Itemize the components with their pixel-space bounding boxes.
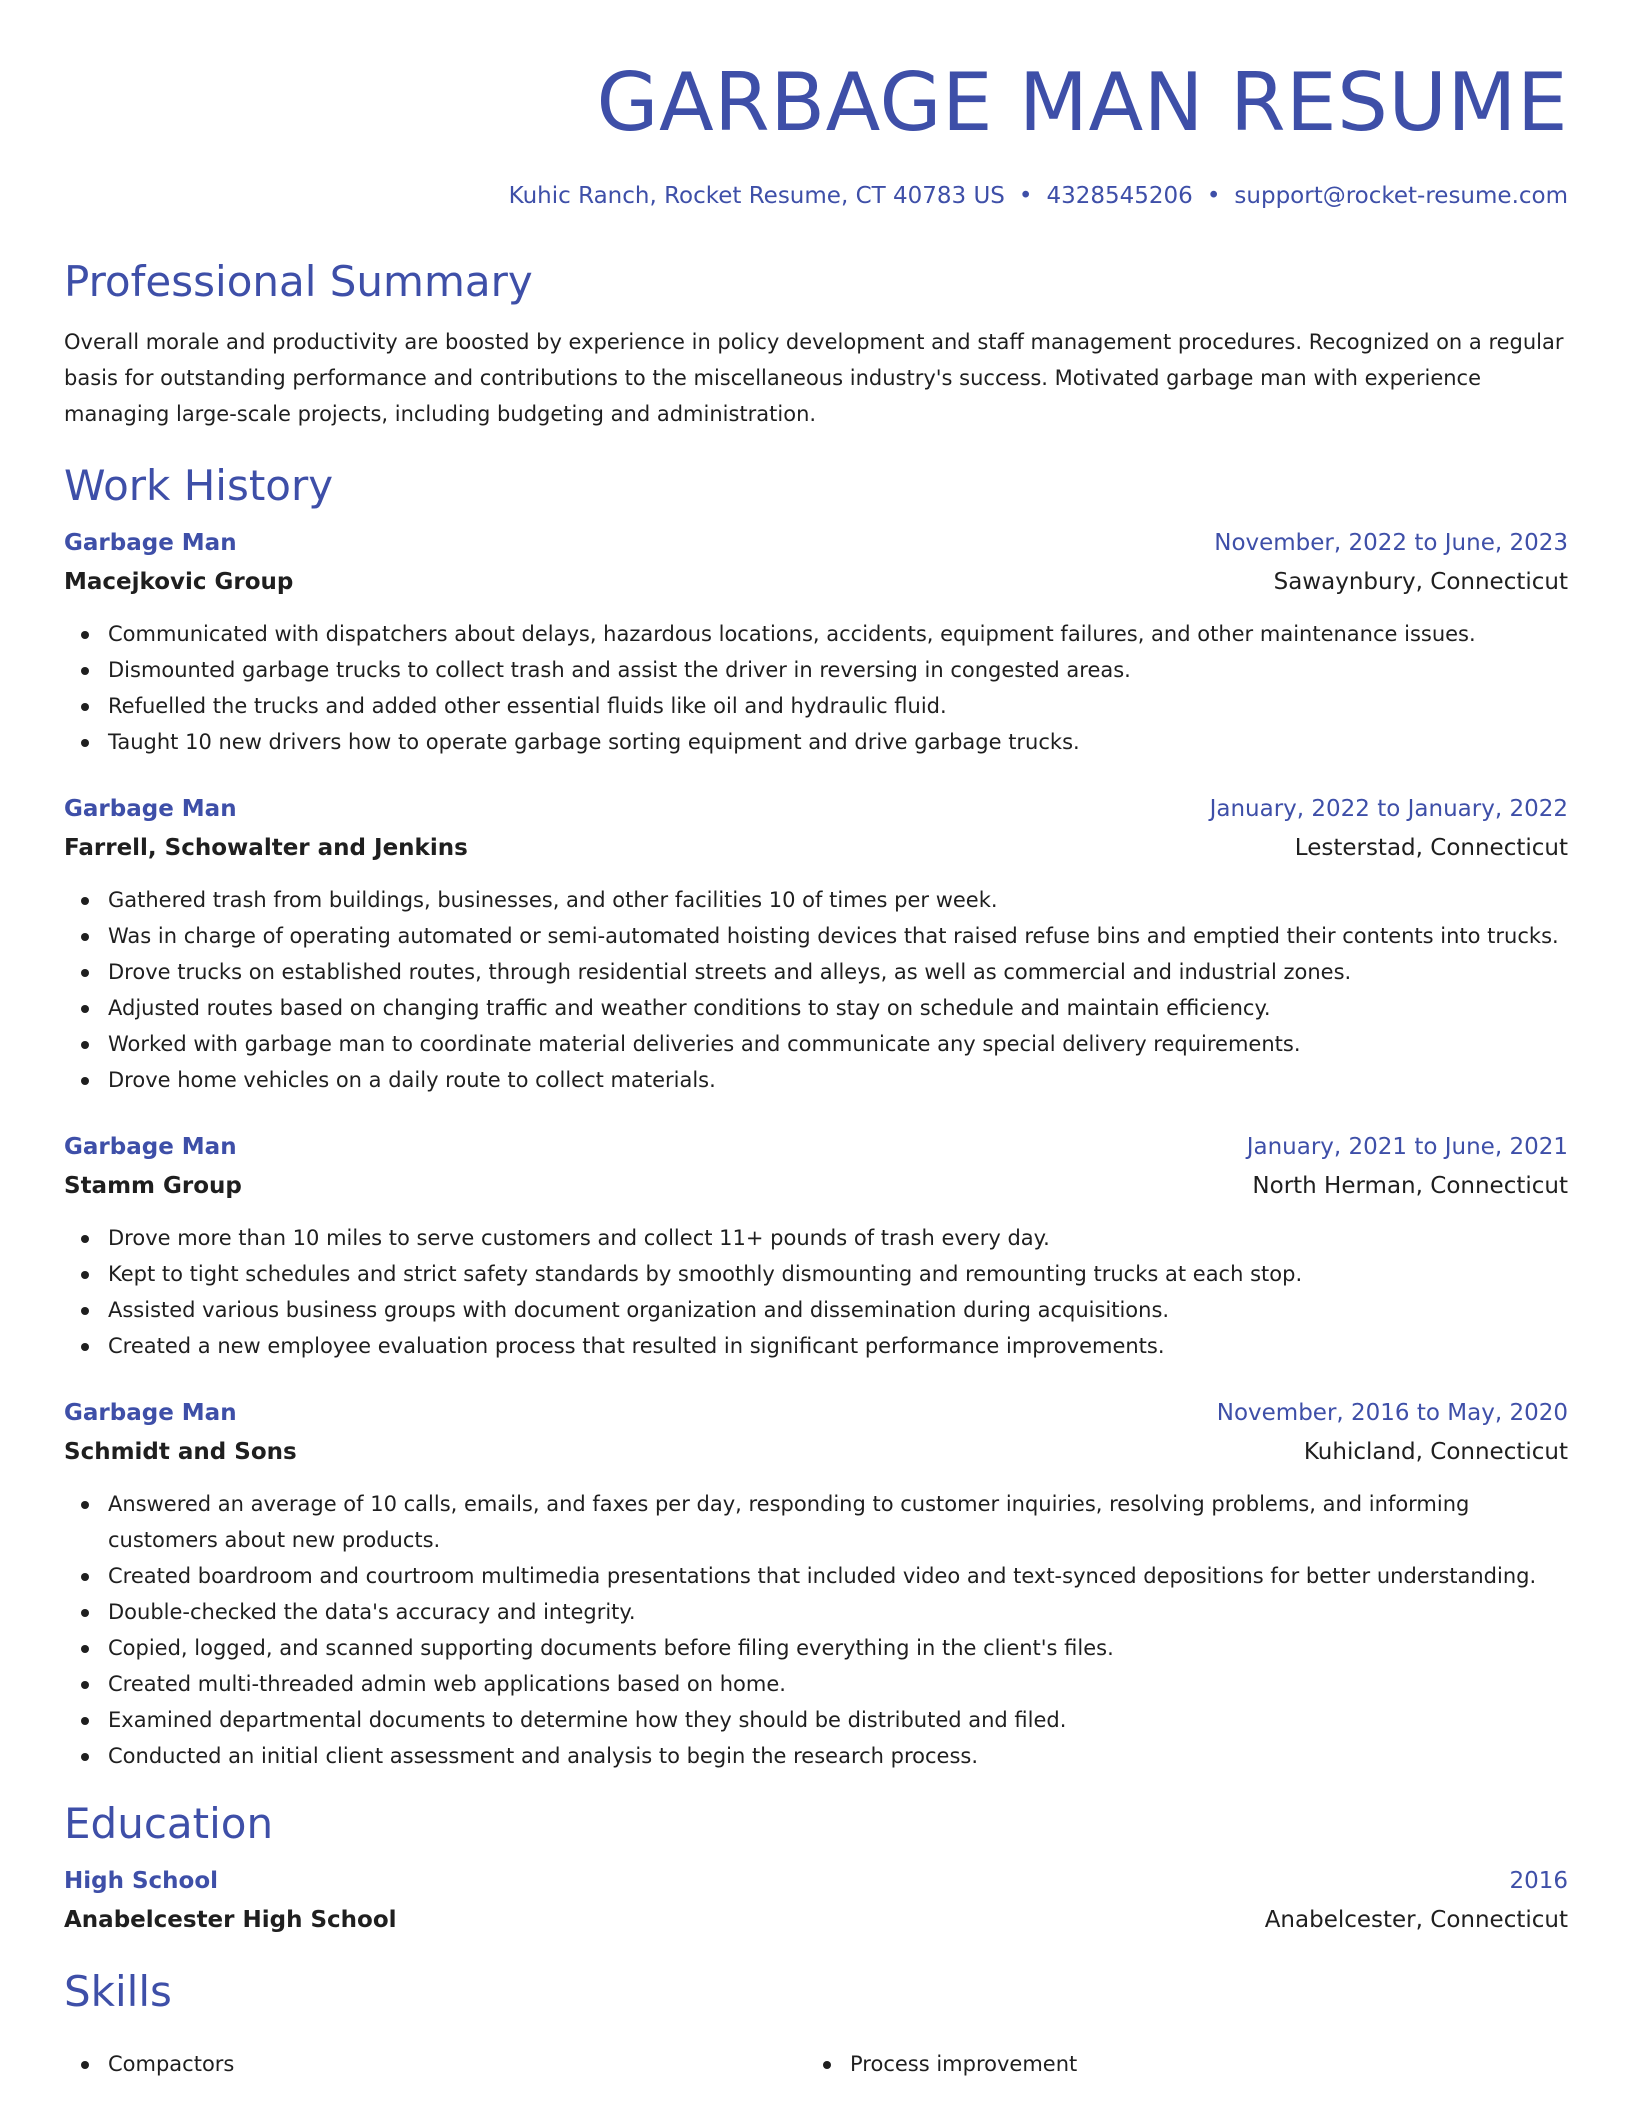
education-school: Anabelcester High School [64, 1907, 397, 1933]
job-dates: November, 2022 to June, 2023 [1214, 530, 1568, 556]
job-bullet: Created multi-threaded admin web applications based on home. [64, 1666, 1568, 1702]
skills-column-left [64, 2046, 806, 2082]
education-entry [64, 1864, 1568, 1938]
summary-heading: Professional Summary [64, 257, 533, 306]
job-entry [64, 1396, 1568, 1774]
job-bullet: Conducted an initial client assessment and analysis to begin the research process. [64, 1738, 1568, 1774]
job-role: Garbage Man [64, 796, 237, 822]
job-header [64, 1396, 1568, 1430]
job-bullets [64, 616, 1568, 760]
skill-item: Compactors [64, 2046, 806, 2082]
job-entry [64, 1130, 1568, 1364]
job-location: North Herman, Connecticut [1252, 1173, 1568, 1199]
job-subheader [64, 564, 1568, 600]
job-location: Kuhicland, Connecticut [1303, 1439, 1568, 1465]
skills-column-right [806, 2046, 1548, 2082]
education-heading: Education [64, 1799, 274, 1848]
job-bullet: Double-checked the data's accuracy and integrity. [64, 1594, 1568, 1630]
education-header [64, 1864, 1568, 1898]
job-bullet: Communicated with dispatchers about delays, hazardous locations, accidents, equipment failures, and other maintenance issues. [64, 616, 1568, 652]
job-entry [64, 792, 1568, 1098]
job-location: Sawaynbury, Connecticut [1273, 569, 1568, 595]
contact-email: support@rocket-resume.com [1234, 183, 1568, 209]
job-bullets [64, 1486, 1568, 1774]
job-company: Stamm Group [64, 1173, 242, 1199]
job-bullet: Answered an average of 10 calls, emails, and faxes per day, responding to customer inquiries, resolving problems, and informing customers about new products. [64, 1486, 1568, 1558]
contact-line [64, 180, 1568, 212]
job-role: Garbage Man [64, 1134, 237, 1160]
job-subheader [64, 1434, 1568, 1470]
job-bullets [64, 1220, 1568, 1364]
education-subheader [64, 1902, 1568, 1938]
skills-list [64, 2030, 1568, 2082]
job-bullet: Assisted various business groups with document organization and dissemination during acquisitions. [64, 1292, 1568, 1328]
job-bullet: Taught 10 new drivers how to operate garbage sorting equipment and drive garbage trucks. [64, 724, 1568, 760]
job-header [64, 526, 1568, 560]
contact-separator: • [1206, 183, 1221, 209]
job-subheader [64, 830, 1568, 866]
summary-text: Overall morale and productivity are boosted by experience in policy development and staff management procedures. Recognized on a regular basis for outstanding performance and contributions to the miscellaneous industry's success. Motivated garbage man with experience managing large-scale projects, including budgeting and administration. [64, 330, 1564, 426]
job-bullet: Drove home vehicles on a daily route to collect materials. [64, 1062, 1568, 1098]
skills-heading: Skills [64, 1967, 172, 2016]
job-entry [64, 526, 1568, 760]
job-bullet: Copied, logged, and scanned supporting documents before filing everything in the client's files. [64, 1630, 1568, 1666]
job-bullet: Examined departmental documents to determine how they should be distributed and filed. [64, 1702, 1568, 1738]
job-bullet: Refuelled the trucks and added other essential fluids like oil and hydraulic fluid. [64, 688, 1568, 724]
job-bullet: Adjusted routes based on changing traffic and weather conditions to stay on schedule and maintain efficiency. [64, 990, 1568, 1026]
contact-phone: 4328545206 [1046, 183, 1193, 209]
education-year: 2016 [1509, 1868, 1568, 1894]
education-location: Anabelcester, Connecticut [1264, 1907, 1568, 1933]
job-company: Schmidt and Sons [64, 1439, 297, 1465]
job-bullet: Drove trucks on established routes, through residential streets and alleys, as well as commercial and industrial zones. [64, 954, 1568, 990]
job-dates: November, 2016 to May, 2020 [1216, 1400, 1568, 1426]
job-header [64, 1130, 1568, 1164]
job-bullet: Dismounted garbage trucks to collect trash and assist the driver in reversing in congested areas. [64, 652, 1568, 688]
job-bullet: Kept to tight schedules and strict safety standards by smoothly dismounting and remounting trucks at each stop. [64, 1256, 1568, 1292]
job-header [64, 792, 1568, 826]
job-role: Garbage Man [64, 530, 237, 556]
job-bullet: Was in charge of operating automated or semi-automated hoisting devices that raised refuse bins and emptied their contents into trucks. [64, 918, 1568, 954]
job-bullet: Created boardroom and courtroom multimedia presentations that included video and text-synced depositions for better understanding. [64, 1558, 1568, 1594]
contact-separator: • [1018, 183, 1033, 209]
job-company: Farrell, Schowalter and Jenkins [64, 835, 468, 861]
job-dates: January, 2021 to June, 2021 [1246, 1134, 1568, 1160]
job-role: Garbage Man [64, 1400, 237, 1426]
job-bullet: Worked with garbage man to coordinate material deliveries and communicate any special delivery requirements. [64, 1026, 1568, 1062]
job-subheader [64, 1168, 1568, 1204]
resume-page [64, 0, 1568, 2082]
job-bullet: Drove more than 10 miles to serve customers and collect 11+ pounds of trash every day. [64, 1220, 1568, 1256]
skill-item: Process improvement [806, 2046, 1548, 2082]
resume-title: GARBAGE MAN RESUME [596, 56, 1568, 149]
contact-address: Kuhic Ranch, Rocket Resume, CT 40783 US [508, 183, 1005, 209]
job-location: Lesterstad, Connecticut [1294, 835, 1568, 861]
job-dates: January, 2022 to January, 2022 [1209, 796, 1568, 822]
job-bullets [64, 882, 1568, 1098]
education-degree: High School [64, 1868, 219, 1894]
job-company: Macejkovic Group [64, 569, 294, 595]
job-bullet: Created a new employee evaluation process that resulted in significant performance improvements. [64, 1328, 1568, 1364]
work-history-heading: Work History [64, 461, 334, 510]
job-bullet: Gathered trash from buildings, businesses, and other facilities 10 of times per week. [64, 882, 1568, 918]
